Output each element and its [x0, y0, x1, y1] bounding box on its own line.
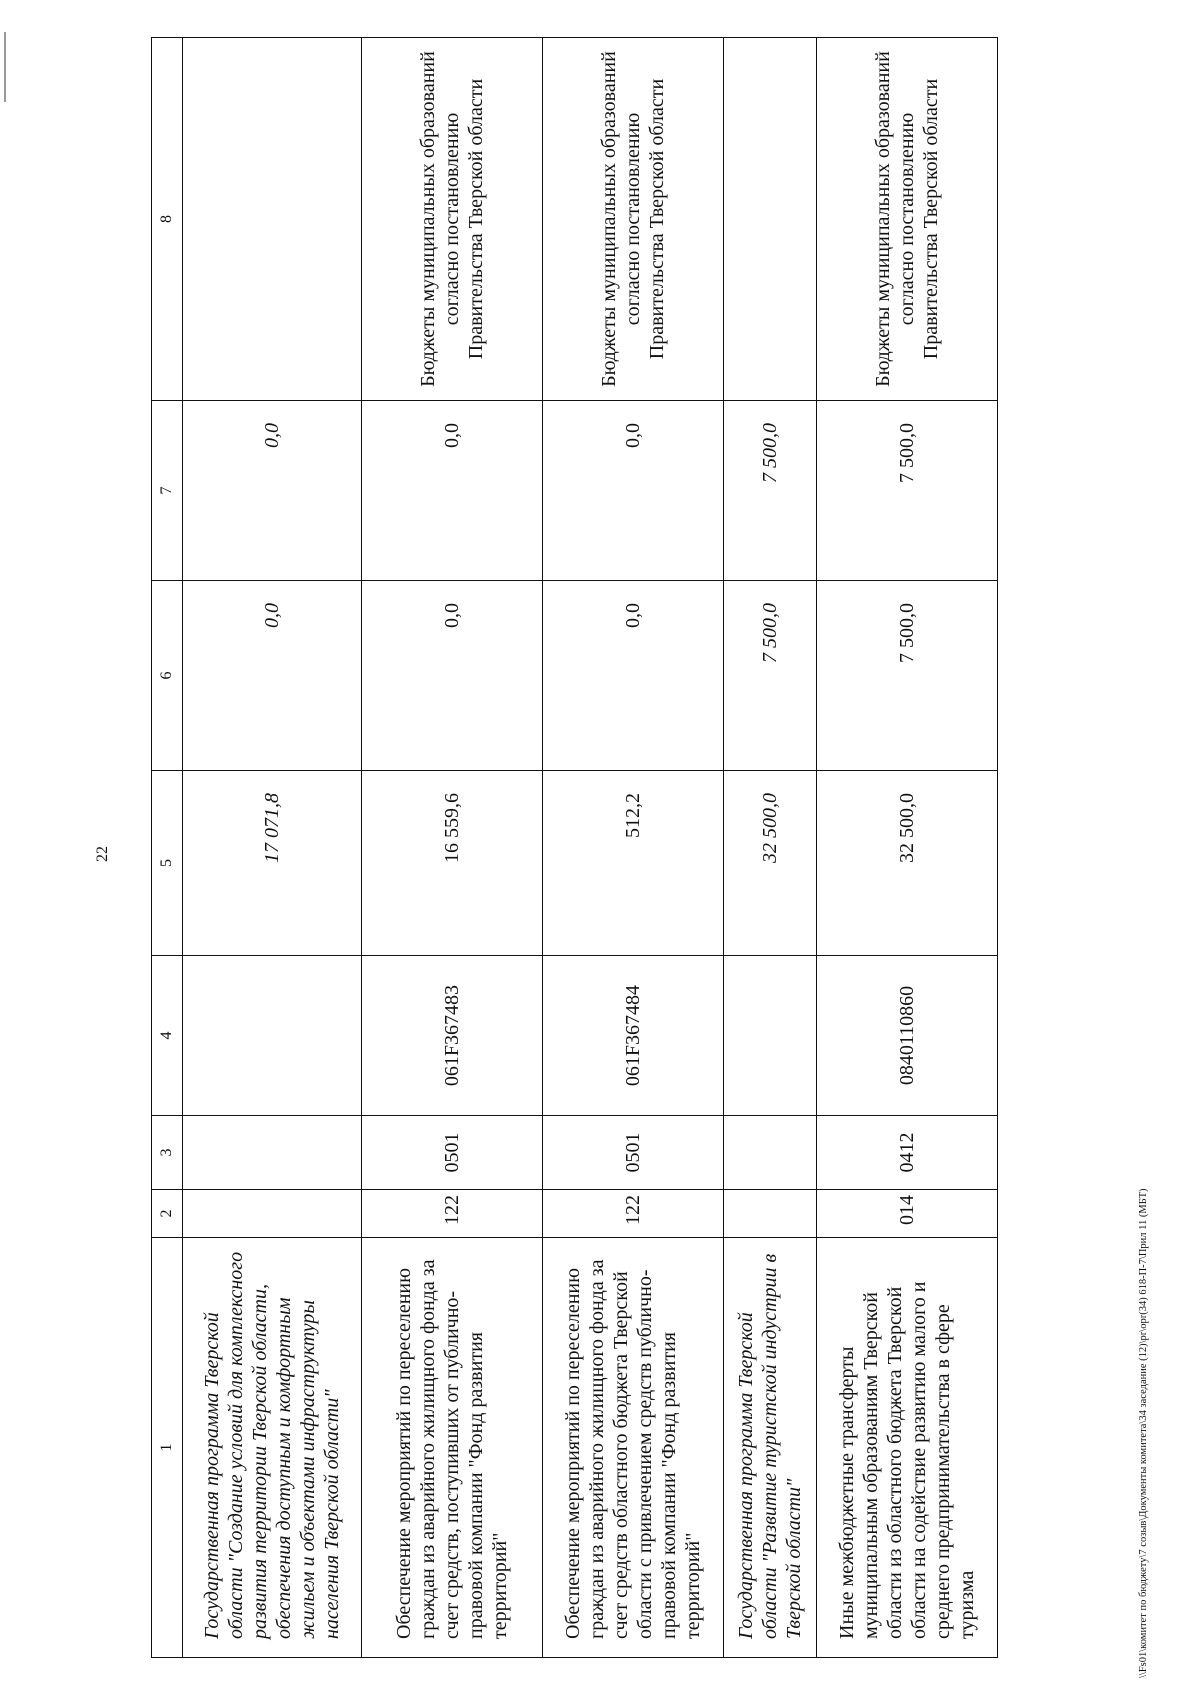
row-amount-5: 16 559,6	[362, 771, 543, 956]
row-admin-code	[183, 1190, 362, 1238]
row-amount-7: 0,0	[362, 401, 543, 581]
row-section-code: 0501	[543, 1116, 724, 1190]
row-section-code: 0501	[362, 1116, 543, 1190]
row-section-code	[724, 1116, 817, 1190]
row-admin-code: 014	[817, 1190, 998, 1238]
header-cell-3: 3	[152, 1116, 183, 1190]
row-amount-5: 32 500,0	[817, 771, 998, 956]
row-amount-6: 0,0	[183, 581, 362, 771]
row-amount-6: 0,0	[362, 581, 543, 771]
row-amount-7: 7 500,0	[817, 401, 998, 581]
table-row-program-housing	[183, 38, 362, 1658]
file-path-footer: \\Fs01\комитет по бюджету\7 созыв\Документы комитета\34 заседание (12)\pr\opr(34) 618-П-7\Прил 11 (МБТ)	[1138, 1188, 1149, 1678]
header-cell-1: 1	[152, 1238, 183, 1658]
row-name: Обеспечение мероприятий по переселению граждан из аварийного жилищного фонда за счет средств, поступивших от публично-правовой компании "Фонд развития территорий"	[362, 1238, 543, 1658]
row-amount-5: 512,2	[543, 771, 724, 956]
table-row-tourism-transfers	[817, 38, 998, 1658]
row-target-code	[183, 956, 362, 1116]
row-amount-7: 0,0	[543, 401, 724, 581]
row-amount-7: 0,0	[183, 401, 362, 581]
row-recipient: Бюджеты муниципальных образований согласно постановлению Правительства Тверской области	[817, 38, 998, 401]
row-amount-6: 7 500,0	[724, 581, 817, 771]
header-cell-5: 5	[152, 771, 183, 956]
row-target-code	[724, 956, 817, 1116]
header-cell-8: 8	[152, 38, 183, 401]
row-name: Иные межбюджетные трансферты муниципальным образованиям Тверской области из областного бюджета Тверской области на содействие развитию малого и среднего предпринимательства в сфере туризма	[817, 1238, 998, 1658]
row-target-code: 061F367484	[543, 956, 724, 1116]
table-row-resettlement-regional	[543, 38, 724, 1658]
table-row-program-tourism	[724, 38, 817, 1658]
row-admin-code	[724, 1190, 817, 1238]
row-amount-7: 7 500,0	[724, 401, 817, 581]
row-recipient	[183, 38, 362, 401]
scan-artifact-line	[4, 32, 6, 102]
row-name: Обеспечение мероприятий по переселению граждан из аварийного жилищного фонда за счет средств областного бюджета Тверской области с привлечением средств публично-правовой компании "Фонд развития территорий"	[543, 1238, 724, 1658]
page-number: 22	[94, 846, 111, 862]
row-recipient: Бюджеты муниципальных образований согласно постановлению Правительства Тверской области	[543, 38, 724, 401]
budget-table	[151, 37, 998, 1658]
table-row-resettlement-fund	[362, 38, 543, 1658]
header-cell-7: 7	[152, 401, 183, 581]
row-amount-5: 17 071,8	[183, 771, 362, 956]
row-name: Государственная программа Тверской области "Создание условий для комплексного развития территории Тверской области, обеспечения доступным и комфортным жильем и объектами инфраструктуры населения Тверской области"	[183, 1238, 362, 1658]
row-name: Государственная программа Тверской области "Развитие туристской индустрии в Тверской области"	[724, 1238, 817, 1658]
row-amount-6: 7 500,0	[817, 581, 998, 771]
row-admin-code: 122	[543, 1190, 724, 1238]
row-admin-code: 122	[362, 1190, 543, 1238]
header-cell-4: 4	[152, 956, 183, 1116]
row-recipient	[724, 38, 817, 401]
table-header-row	[152, 38, 183, 1658]
header-cell-6: 6	[152, 581, 183, 771]
row-target-code: 0840110860	[817, 956, 998, 1116]
row-section-code: 0412	[817, 1116, 998, 1190]
row-amount-5: 32 500,0	[724, 771, 817, 956]
header-cell-2: 2	[152, 1190, 183, 1238]
row-section-code	[183, 1116, 362, 1190]
row-amount-6: 0,0	[543, 581, 724, 771]
row-target-code: 061F367483	[362, 956, 543, 1116]
row-recipient: Бюджеты муниципальных образований согласно постановлению Правительства Тверской области	[362, 38, 543, 401]
